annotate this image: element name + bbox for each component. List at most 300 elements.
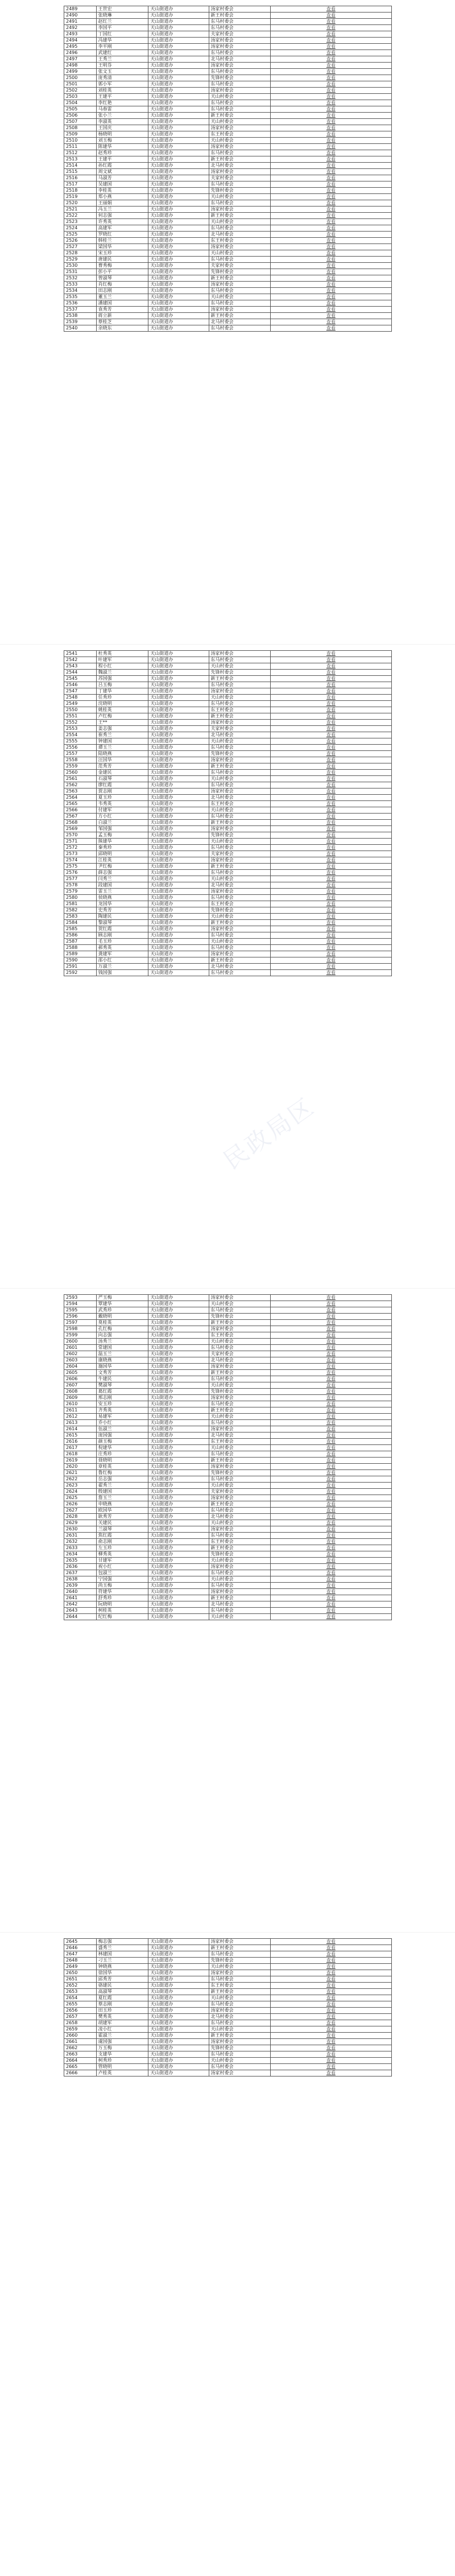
table-row [64,263,392,269]
view-link[interactable]: 查看 [326,1295,336,1300]
view-link[interactable]: 查看 [326,1958,336,1963]
view-link[interactable]: 查看 [326,319,336,324]
table-row [64,81,392,88]
table-row [64,726,392,732]
village-committee-cell: 新王村委会 [209,113,270,119]
view-link[interactable]: 查看 [326,1995,336,2000]
view-link[interactable]: 查看 [326,695,336,700]
view-link[interactable]: 查看 [326,1307,336,1312]
view-link[interactable]: 查看 [326,820,336,825]
view-link[interactable]: 查看 [326,2033,336,2038]
view-link[interactable]: 查看 [326,282,336,287]
view-link[interactable]: 查看 [326,1426,336,1431]
view-link[interactable]: 查看 [326,1370,336,1375]
table-row [64,776,392,782]
view-link[interactable]: 查看 [326,175,336,180]
view-link[interactable]: 查看 [326,100,336,105]
view-link[interactable]: 查看 [326,257,336,262]
table-row [64,319,392,325]
name-cell: 宁国强 [96,1576,148,1583]
village-committee-cell: 东马村委会 [209,814,270,820]
view-link[interactable]: 查看 [326,720,336,725]
view-link[interactable]: 查看 [326,1433,336,1438]
view-link[interactable]: 查看 [326,138,336,143]
view-link[interactable]: 查看 [326,2045,336,2050]
view-link[interactable]: 查看 [326,1483,336,1488]
view-link[interactable]: 查看 [326,2026,336,2032]
table-row [64,1526,392,1533]
street-office-cell: 天山街道办 [148,56,209,63]
view-link[interactable]: 查看 [326,745,336,750]
table-row [64,826,392,832]
view-link[interactable]: 查看 [326,1314,336,1319]
view-link[interactable]: 查看 [326,94,336,99]
village-committee-cell: 先锋村委会 [209,751,270,757]
street-office-cell: 天山街道办 [148,1608,209,1614]
row-number-cell: 2499 [64,69,97,75]
view-link[interactable]: 查看 [326,2039,336,2044]
view-link[interactable]: 查看 [326,1376,336,1381]
view-link[interactable]: 查看 [326,6,336,11]
note-cell [270,300,391,307]
view-link[interactable]: 查看 [326,81,336,86]
view-link[interactable]: 查看 [326,1401,336,1406]
note-cell [270,38,391,44]
row-number-cell: 2538 [64,313,97,319]
view-link[interactable]: 查看 [326,757,336,762]
street-office-cell: 天山街道办 [148,1489,209,1495]
view-link[interactable]: 查看 [326,1364,336,1369]
table-row [64,1345,392,1351]
view-link[interactable]: 查看 [326,169,336,174]
street-office-cell: 天山街道办 [148,2001,209,2008]
view-link[interactable]: 查看 [326,682,336,687]
view-link[interactable]: 查看 [326,1595,336,1600]
view-link[interactable]: 查看 [326,864,336,869]
village-committee-cell: 汤家村委会 [209,951,270,957]
street-office-cell: 天山街道办 [148,901,209,907]
name-cell: 邹国强 [96,826,148,832]
view-link[interactable]: 查看 [326,1320,336,1325]
name-cell: 文秀芳 [96,1370,148,1376]
village-committee-cell: 天山村委会 [209,219,270,225]
name-cell: 汪国华 [96,757,148,763]
view-link[interactable]: 查看 [326,1345,336,1350]
village-committee-cell: 东马村委会 [209,300,270,307]
view-link[interactable]: 查看 [326,163,336,168]
row-number-cell: 2597 [64,1320,97,1326]
view-link[interactable]: 查看 [326,1970,336,1975]
view-link[interactable]: 查看 [326,676,336,681]
view-link[interactable]: 查看 [326,688,336,693]
view-link[interactable]: 查看 [326,119,336,124]
view-link[interactable]: 查看 [326,2008,336,2013]
view-link[interactable]: 查看 [326,44,336,49]
view-link[interactable]: 查看 [326,1501,336,1506]
view-link[interactable]: 查看 [326,2070,336,2075]
view-link[interactable]: 查看 [326,1945,336,1950]
table-row [64,945,392,951]
view-link[interactable]: 查看 [326,63,336,68]
view-link[interactable]: 查看 [326,1458,336,1463]
table-row [64,169,392,175]
row-number-cell: 2650 [64,1970,97,1976]
view-link[interactable]: 查看 [326,144,336,149]
view-link[interactable]: 查看 [326,1964,336,1969]
village-committee-cell: 东马村委会 [209,181,270,188]
table-row [64,1389,392,1395]
view-link[interactable]: 查看 [326,19,336,24]
village-committee-cell: 东马村委会 [209,1420,270,1426]
view-link[interactable]: 查看 [326,300,336,306]
village-committee-cell: 汤家村委会 [209,1295,270,1301]
view-link[interactable]: 查看 [326,1545,336,1550]
view-link[interactable]: 查看 [326,651,336,656]
table-row [64,651,392,657]
village-committee-cell: 东马村委会 [209,106,270,113]
table-row [64,163,392,169]
view-link[interactable]: 查看 [326,945,336,950]
view-link[interactable]: 查看 [326,1989,336,1994]
name-cell: 肖红梅 [96,282,148,288]
row-number-cell: 2530 [64,263,97,269]
view-link[interactable]: 查看 [326,2058,336,2063]
view-link[interactable]: 查看 [326,826,336,831]
row-number-cell: 2490 [64,13,97,19]
view-link[interactable]: 查看 [326,1326,336,1331]
village-committee-cell: 东马村委会 [209,2001,270,2008]
village-committee-cell: 天山村委会 [209,250,270,257]
street-office-cell: 天山街道办 [148,776,209,782]
view-link[interactable]: 查看 [326,670,336,675]
view-link[interactable]: 查看 [326,75,336,80]
view-link[interactable]: 查看 [326,751,336,756]
view-link[interactable]: 查看 [326,38,336,43]
street-office-cell: 天山街道办 [148,1458,209,1464]
view-link[interactable]: 查看 [326,156,336,162]
row-number-cell: 2657 [64,2014,97,2020]
village-committee-cell: 夫家村委会 [209,31,270,38]
view-link[interactable]: 查看 [326,294,336,299]
view-link[interactable]: 查看 [326,1382,336,1388]
note-cell [270,707,391,713]
view-link[interactable]: 查看 [326,1414,336,1419]
table-row [64,839,392,845]
view-link[interactable]: 查看 [326,1589,336,1594]
street-office-cell: 天山街道办 [148,119,209,125]
street-office-cell: 天山街道办 [148,1470,209,1476]
street-office-cell: 天山街道办 [148,932,209,939]
note-cell [270,857,391,864]
view-link[interactable]: 查看 [326,870,336,875]
view-link[interactable]: 查看 [326,707,336,712]
view-link[interactable]: 查看 [326,56,336,61]
village-committee-cell: 新王村委会 [209,1945,270,1951]
view-link[interactable]: 查看 [326,1464,336,1469]
view-link[interactable]: 查看 [326,738,336,744]
row-number-cell: 2506 [64,113,97,119]
view-link[interactable]: 查看 [326,713,336,719]
view-link[interactable]: 查看 [326,31,336,36]
view-link[interactable]: 查看 [326,801,336,806]
row-number-cell: 2518 [64,188,97,194]
view-link[interactable]: 查看 [326,957,336,963]
street-office-cell: 天山街道办 [148,826,209,832]
note-cell [270,1595,391,1601]
view-link[interactable]: 查看 [326,50,336,55]
name-cell: 卢红梅 [96,713,148,720]
view-link[interactable]: 查看 [326,238,336,243]
view-link[interactable]: 查看 [326,1576,336,1582]
view-link[interactable]: 查看 [326,288,336,293]
view-link[interactable]: 查看 [326,2064,336,2069]
view-link[interactable]: 查看 [326,1551,336,1557]
row-number-cell: 2601 [64,1345,97,1351]
view-link[interactable]: 查看 [326,782,336,787]
row-number-cell: 2664 [64,2058,97,2064]
view-link[interactable]: 查看 [326,920,336,925]
street-office-cell: 天山街道办 [148,2039,209,2045]
name-cell: 张文玉 [96,69,148,75]
note-cell [270,789,391,795]
table-row [64,275,392,282]
row-number-cell: 2652 [64,1983,97,1989]
view-link[interactable]: 查看 [326,951,336,956]
view-link[interactable]: 查看 [326,1451,336,1456]
note-cell [270,106,391,113]
village-committee-cell: 北马村委会 [209,795,270,801]
view-link[interactable]: 查看 [326,307,336,312]
note-cell [270,1364,391,1370]
row-number-cell: 2594 [64,1301,97,1307]
street-office-cell: 天山街道办 [148,219,209,225]
view-link[interactable]: 查看 [326,932,336,938]
note-cell [270,951,391,957]
view-link[interactable]: 查看 [326,1564,336,1569]
view-link[interactable]: 查看 [326,313,336,318]
row-number-cell: 2520 [64,200,97,207]
view-link[interactable]: 查看 [326,1939,336,1944]
village-committee-cell: 北马村委会 [209,1601,270,1608]
view-link[interactable]: 查看 [326,181,336,187]
view-link[interactable]: 查看 [326,106,336,112]
name-cell: 柯桂英 [96,1608,148,1614]
view-link[interactable]: 查看 [326,275,336,280]
view-link[interactable]: 查看 [326,2020,336,2025]
row-number-cell: 2627 [64,1508,97,1514]
street-office-cell: 天山街道办 [148,2026,209,2033]
village-committee-cell: 天山村委会 [209,939,270,945]
name-cell: 詹玉兰 [96,1495,148,1501]
row-number-cell: 2663 [64,2051,97,2058]
view-link[interactable]: 查看 [326,807,336,812]
village-committee-cell: 新王村委会 [209,1407,270,1414]
view-link[interactable]: 查看 [326,1495,336,1500]
view-link[interactable]: 查看 [326,225,336,230]
row-number-cell: 2570 [64,832,97,839]
street-office-cell: 天山街道办 [148,175,209,181]
view-link[interactable]: 查看 [326,150,336,155]
table-row [64,970,392,976]
table-row [64,257,392,263]
name-cell: 尹红梅 [96,864,148,870]
view-link[interactable]: 查看 [326,1570,336,1575]
view-link[interactable]: 查看 [326,244,336,249]
view-link[interactable]: 查看 [326,1539,336,1544]
view-link[interactable]: 查看 [326,1508,336,1513]
view-link[interactable]: 查看 [326,701,336,706]
view-link[interactable]: 查看 [326,325,336,331]
view-link[interactable]: 查看 [326,2051,336,2057]
view-link[interactable]: 查看 [326,889,336,894]
view-link[interactable]: 查看 [326,901,336,906]
street-office-cell: 天山街道办 [148,1558,209,1564]
view-link[interactable]: 查看 [326,1583,336,1588]
view-link[interactable]: 查看 [326,914,336,919]
view-link[interactable]: 查看 [326,1339,336,1344]
street-office-cell: 天山街道办 [148,325,209,332]
view-link[interactable]: 查看 [326,970,336,975]
street-office-cell: 天山街道办 [148,1545,209,1551]
row-number-cell: 2552 [64,720,97,726]
name-cell: 江桂英 [96,857,148,864]
view-link[interactable]: 查看 [326,832,336,837]
view-link[interactable]: 查看 [326,1951,336,1956]
view-link[interactable]: 查看 [326,839,336,844]
view-link[interactable]: 查看 [326,1489,336,1494]
view-link[interactable]: 查看 [326,795,336,800]
name-cell: 贾志刚 [96,789,148,795]
view-link[interactable]: 查看 [326,926,336,931]
street-office-cell: 天山街道办 [148,1339,209,1345]
view-link[interactable]: 查看 [326,1420,336,1425]
view-link[interactable]: 查看 [326,1976,336,1981]
view-link[interactable]: 查看 [326,269,336,274]
name-cell: 莫桂英 [96,1320,148,1326]
village-committee-cell: 汤家村委会 [209,1364,270,1370]
view-link[interactable]: 查看 [326,857,336,862]
note-cell [270,676,391,682]
view-link[interactable]: 查看 [326,876,336,881]
view-link[interactable]: 查看 [326,1533,336,1538]
name-cell: 霍淑兰 [96,2033,148,2039]
view-link[interactable]: 查看 [326,113,336,118]
view-link[interactable]: 查看 [326,789,336,794]
view-link[interactable]: 查看 [326,1520,336,1525]
view-link[interactable]: 查看 [326,1476,336,1481]
street-office-cell: 天山街道办 [148,131,209,138]
view-link[interactable]: 查看 [326,845,336,850]
view-link[interactable]: 查看 [326,851,336,856]
view-link[interactable]: 查看 [326,657,336,662]
view-link[interactable]: 查看 [326,207,336,212]
view-link[interactable]: 查看 [326,814,336,819]
view-link[interactable]: 查看 [326,726,336,731]
village-committee-cell: 东马村委会 [209,1976,270,1983]
view-link[interactable]: 查看 [326,1526,336,1531]
village-committee-cell: 天山村委会 [209,914,270,920]
view-link[interactable]: 查看 [326,213,336,218]
street-office-cell: 天山街道办 [148,939,209,945]
view-link[interactable]: 查看 [326,219,336,224]
view-link[interactable]: 查看 [326,13,336,18]
name-cell: 潘建国 [96,300,148,307]
view-link[interactable]: 查看 [326,907,336,913]
view-link[interactable]: 查看 [326,2001,336,2007]
view-link[interactable]: 查看 [326,25,336,30]
view-link[interactable]: 查看 [326,1558,336,1563]
row-number-cell: 2613 [64,1420,97,1426]
note-cell [270,6,391,13]
view-link[interactable]: 查看 [326,770,336,775]
view-link[interactable]: 查看 [326,1445,336,1450]
note-cell [270,1489,391,1495]
village-committee-cell: 天山村委会 [209,776,270,782]
view-link[interactable]: 查看 [326,1389,336,1394]
row-number-cell: 2511 [64,144,97,150]
view-link[interactable]: 查看 [326,732,336,737]
view-link[interactable]: 查看 [326,776,336,781]
view-link[interactable]: 查看 [326,1439,336,1444]
view-link[interactable]: 查看 [326,200,336,205]
view-link[interactable]: 查看 [326,1357,336,1363]
view-link[interactable]: 查看 [326,1351,336,1356]
view-link[interactable]: 查看 [326,125,336,130]
view-link[interactable]: 查看 [326,763,336,769]
view-link[interactable]: 查看 [326,1608,336,1613]
view-link[interactable]: 查看 [326,1514,336,1519]
view-link[interactable]: 查看 [326,69,336,74]
view-link[interactable]: 查看 [326,939,336,944]
table-row [64,75,392,81]
view-link[interactable]: 查看 [326,1614,336,1619]
note-cell [270,1526,391,1533]
table-row [64,763,392,770]
view-link[interactable]: 查看 [326,1395,336,1400]
village-committee-cell: 汤家村委会 [209,757,270,763]
view-link[interactable]: 查看 [326,232,336,237]
view-link[interactable]: 查看 [326,964,336,969]
view-link[interactable]: 查看 [326,131,336,137]
row-number-cell: 2630 [64,1526,97,1533]
view-link[interactable]: 查看 [326,250,336,255]
name-cell: 庞秀清 [96,75,148,81]
view-link[interactable]: 查看 [326,1470,336,1475]
view-link[interactable]: 查看 [326,1983,336,1988]
note-cell [270,701,391,707]
view-link[interactable]: 查看 [326,895,336,900]
view-link[interactable]: 查看 [326,663,336,668]
name-cell: 郑小燕 [96,194,148,200]
view-link[interactable]: 查看 [326,188,336,193]
view-link[interactable]: 查看 [326,2014,336,2019]
view-link[interactable]: 查看 [326,263,336,268]
view-link[interactable]: 查看 [326,88,336,93]
view-link[interactable]: 查看 [326,1601,336,1607]
view-link[interactable]: 查看 [326,1407,336,1413]
table-row [64,6,392,13]
view-link[interactable]: 查看 [326,1332,336,1337]
name-cell: 孟玉梅 [96,832,148,839]
view-link[interactable]: 查看 [326,1301,336,1306]
view-link[interactable]: 查看 [326,882,336,887]
name-cell: 岳志强 [96,1476,148,1483]
row-number-cell: 2609 [64,1395,97,1401]
table-row [64,207,392,213]
view-link[interactable]: 查看 [326,194,336,199]
row-number-cell: 2581 [64,901,97,907]
street-office-cell: 天山街道办 [148,156,209,163]
